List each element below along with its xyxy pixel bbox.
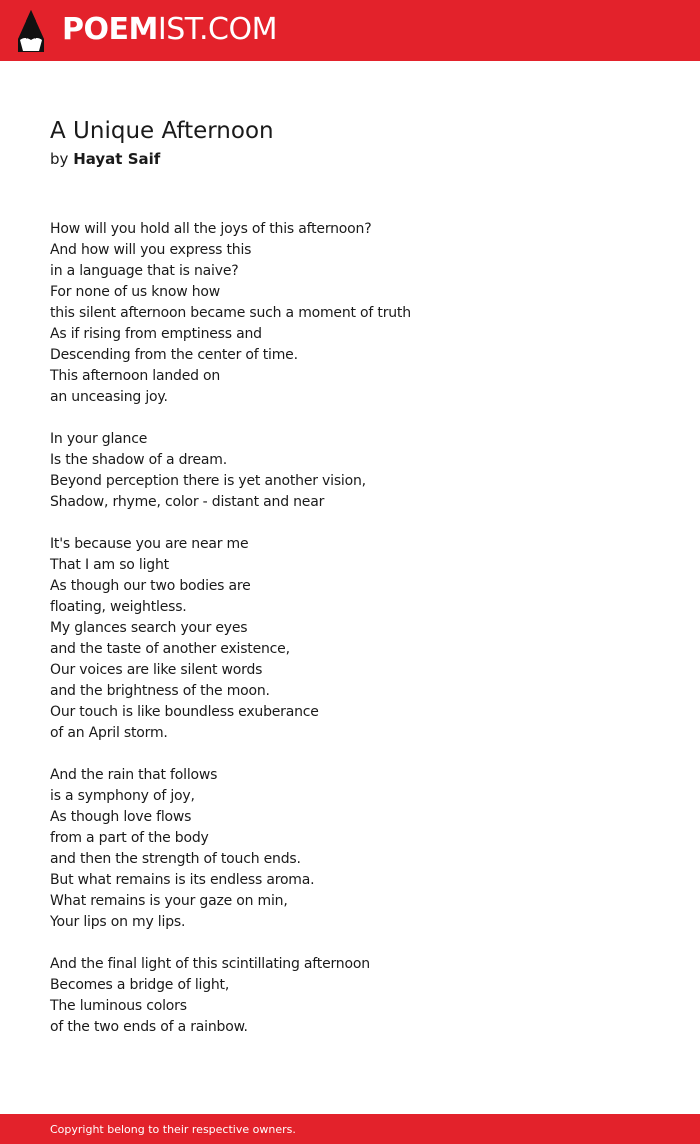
poem-line: is a symphony of joy, xyxy=(50,788,195,804)
poem-line: And how will you express this xyxy=(50,242,252,258)
poem-line: As if rising from emptiness and xyxy=(50,326,262,342)
site-header xyxy=(0,0,700,61)
poem-line: That I am so light xyxy=(50,557,169,573)
poem-line: It's because you are near me xyxy=(50,536,249,552)
poem-line: from a part of the body xyxy=(50,830,209,846)
poem-line: of the two ends of a rainbow. xyxy=(50,1019,248,1035)
pencil-tip-icon xyxy=(17,9,45,53)
site-footer xyxy=(0,1114,700,1144)
poem-line: Beyond perception there is yet another vision, xyxy=(50,473,366,489)
poem-line: And the rain that follows xyxy=(50,767,218,783)
poem-line: And the final light of this scintillating afternoon xyxy=(50,956,370,972)
poem-line: My glances search your eyes xyxy=(50,620,248,636)
poem-line: this silent afternoon became such a moment of truth xyxy=(50,305,411,321)
poem-line: floating, weightless. xyxy=(50,599,187,615)
by-label: by xyxy=(50,150,69,168)
logo-text-strong: POEM xyxy=(62,12,158,47)
site-logo-link[interactable] xyxy=(62,12,277,48)
poem-stanza xyxy=(50,219,670,408)
poem-line: What remains is your gaze on min, xyxy=(50,893,288,909)
poem-stanza xyxy=(50,954,670,1038)
poem-line: But what remains is its endless aroma. xyxy=(50,872,315,888)
poem-stanza xyxy=(50,534,670,744)
poem-title: A Unique Afternoon xyxy=(50,118,274,144)
poem-line: This afternoon landed on xyxy=(50,368,221,384)
poem-author: Hayat Saif xyxy=(73,150,161,168)
poem-byline xyxy=(50,148,160,170)
poem-line: and the taste of another existence, xyxy=(50,641,290,657)
poem-line: of an April storm. xyxy=(50,725,168,741)
poem-line: Is the shadow of a dream. xyxy=(50,452,227,468)
poem-line: Becomes a bridge of light, xyxy=(50,977,230,993)
copyright-notice: Copyright belong to their respective owners. xyxy=(50,1123,296,1136)
poem-line: The luminous colors xyxy=(50,998,187,1014)
poem-line: Your lips on my lips. xyxy=(50,914,186,930)
poem-body xyxy=(50,219,670,1059)
poem-line: Our voices are like silent words xyxy=(50,662,263,678)
poem-line: As though our two bodies are xyxy=(50,578,251,594)
poem-line: in a language that is naive? xyxy=(50,263,239,279)
poem-line: an unceasing joy. xyxy=(50,389,168,405)
poem-stanza xyxy=(50,765,670,933)
poem-line: Our touch is like boundless exuberance xyxy=(50,704,319,720)
poem-line: For none of us know how xyxy=(50,284,220,300)
poem-line: Descending from the center of time. xyxy=(50,347,298,363)
poem-line: As though love flows xyxy=(50,809,192,825)
poem-line: and the brightness of the moon. xyxy=(50,683,270,699)
poem-line: and then the strength of touch ends. xyxy=(50,851,301,867)
poem-stanza xyxy=(50,429,670,513)
poem-line: In your glance xyxy=(50,431,148,447)
poem-line: How will you hold all the joys of this afternoon? xyxy=(50,221,372,237)
logo-text-light: IST.COM xyxy=(157,12,277,47)
poem-line: Shadow, rhyme, color - distant and near xyxy=(50,494,325,510)
